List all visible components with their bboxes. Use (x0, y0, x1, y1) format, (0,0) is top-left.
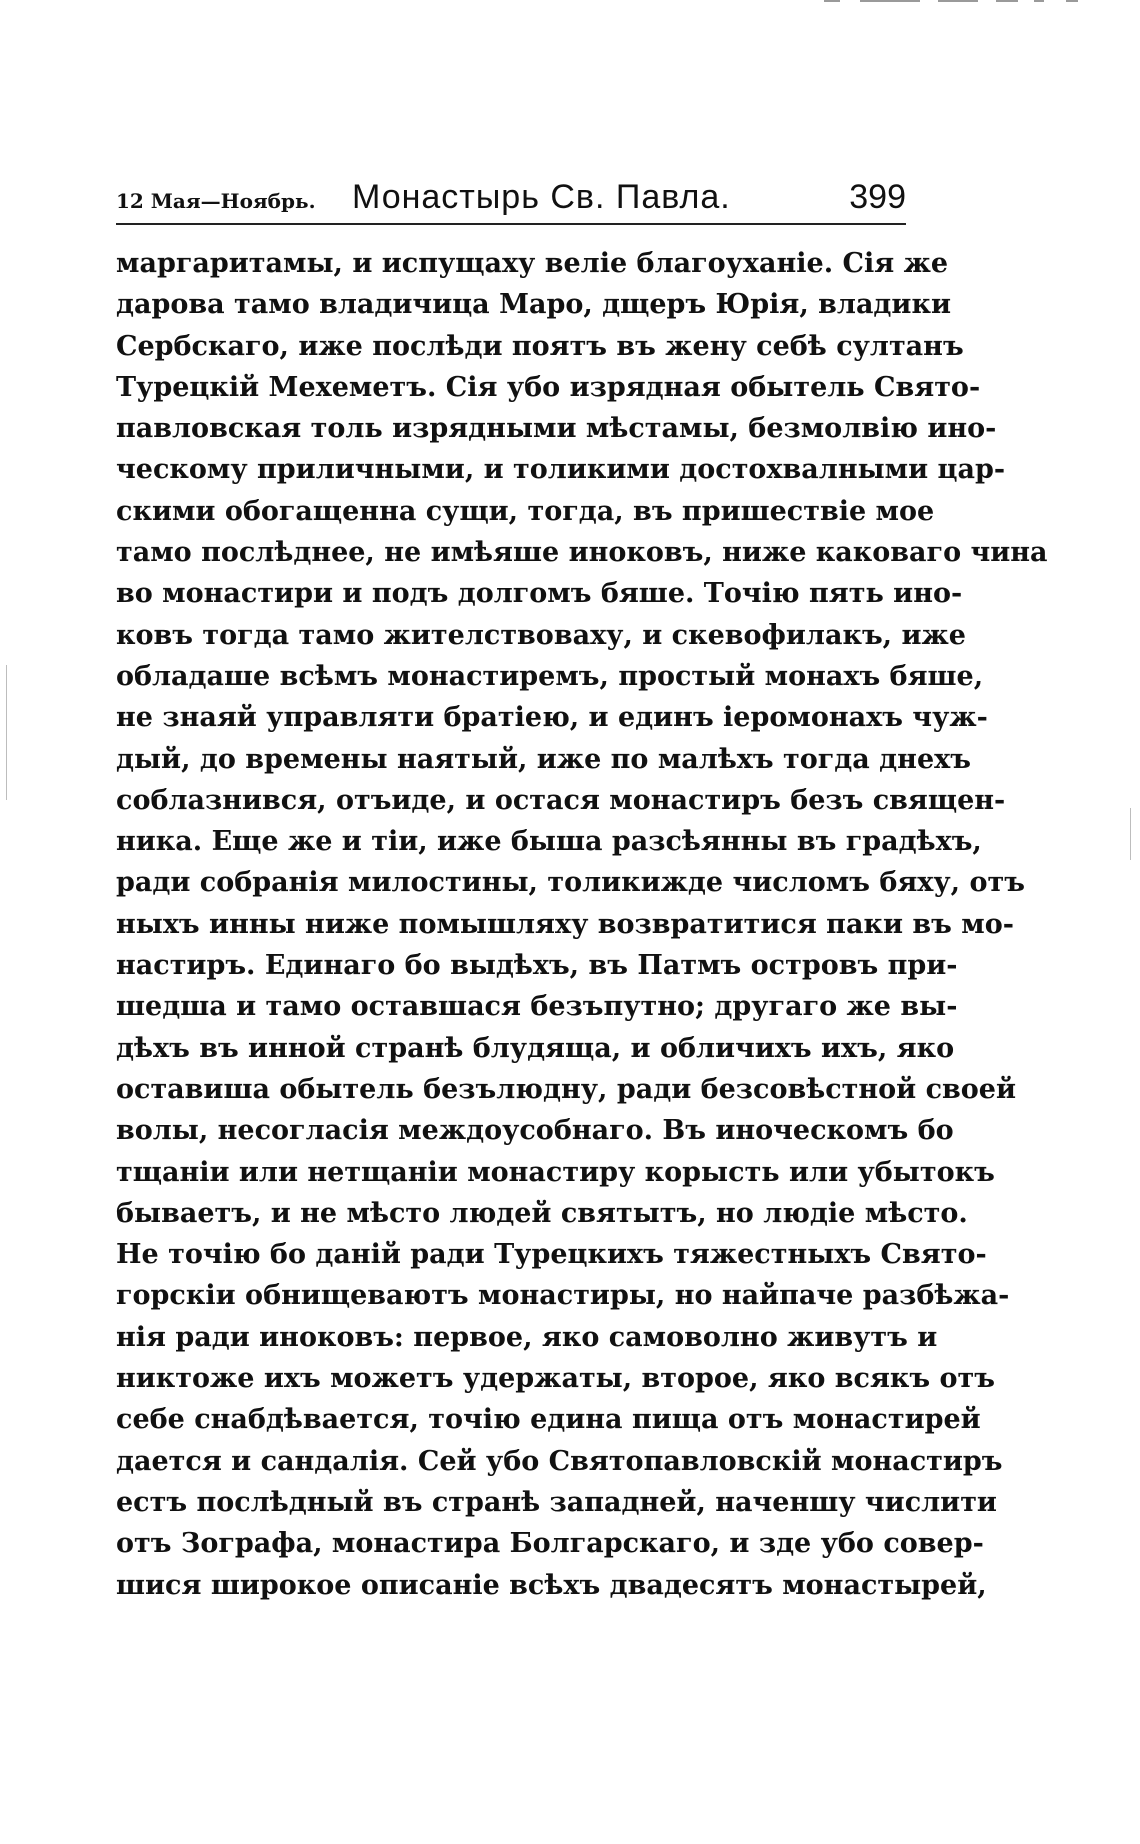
text-line: отъ Зографа, монастира Болгарскаго, и зде убо совер- (116, 1528, 984, 1560)
text-line: волы, несогласія междоусобнаго. Въ иноческомъ бо (116, 1115, 954, 1147)
text-line: дый, до времены наятый, иже по малѣхъ тогда днехъ (116, 743, 971, 775)
text-line: Не точію бо даній ради Турецкихъ тяжестныхъ Свято- (116, 1239, 987, 1271)
running-head (116, 175, 906, 225)
body-text (116, 243, 1048, 1606)
text-line: соблазнився, отъиде, и остася монастиръ безъ священ- (116, 784, 1006, 816)
running-head-date: 12 Мая—Ноябрь. (116, 189, 316, 213)
text-line: настиръ. Единаго бо выдѣхъ, въ Патмъ островъ при- (116, 950, 958, 982)
text-line: горскіи обнищеваютъ монастиры, но найпаче разбѣжа- (116, 1280, 1010, 1312)
text-line: во монастири и подъ долгомъ бяше. Точію пять ино- (116, 578, 963, 610)
text-line: ныхъ инны ниже помышляху возвратитися паки въ мо- (116, 908, 1014, 940)
scan-margin-line (6, 665, 7, 800)
text-line: никтоже ихъ можетъ удержаты, второе, яко всякъ отъ (116, 1363, 995, 1395)
text-line: бываетъ, и не мѣсто людей святытъ, но людіе мѣсто. (116, 1197, 968, 1229)
text-line: тамо послѣднее, не имѣяше иноковъ, ниже каковаго чина (116, 537, 1048, 569)
text-line: дарова тамо владичица Маро, дщеръ Юрія, владики (116, 289, 951, 321)
text-line: ника. Еще же и тіи, иже быша разсѣянны въ градѣхъ, (116, 826, 982, 858)
text-line: шися широкое описаніе всѣхъ двадесятъ монастырей, (116, 1569, 987, 1601)
text-line: тщаніи или нетщаніи монастиру корысть или убытокъ (116, 1156, 995, 1188)
text-line: скими обогащенна сущи, тогда, въ пришествіе мое (116, 495, 935, 527)
text-line: естъ послѣдный въ странѣ западней, наченшу числити (116, 1486, 997, 1518)
page-number: 399 (849, 178, 906, 216)
text-line: дается и сандалія. Сей убо Святопавловскій монастиръ (116, 1445, 1003, 1477)
text-line: себе снабдѣвается, точію едина пища отъ монастирей (116, 1404, 981, 1436)
text-line: оставиша обытель безълюдну, ради безсовѣстной своей (116, 1073, 1017, 1105)
text-line: павловская толь изрядными мѣстамы, безмолвію ино- (116, 413, 997, 445)
text-line: обладаше всѣмъ монастиремъ, простый монахъ бяше, (116, 660, 984, 692)
book-page (116, 175, 1048, 1606)
text-line: Турецкій Мехеметъ. Сія убо изрядная обытель Свято- (116, 371, 981, 403)
text-line: дѣхъ въ инной странѣ блудяща, и обличихъ ихъ, яко (116, 1032, 955, 1064)
text-line: маргаритамы, и испущаху веліе благоуханіе. Сія же (116, 248, 949, 279)
text-line: ковъ тогда тамо жителствоваху, и скевофилакъ, иже (116, 619, 966, 651)
running-head-title: Монастырь Св. Павла. (352, 178, 731, 216)
text-line: ческому приличными, и толикими достохвалными цар- (116, 454, 1006, 486)
text-line: ради собранія милостины, толикижде числомъ бяху, отъ (116, 867, 1025, 899)
text-line: не знаяй управляти братіею, и единъ іеромонахъ чуж- (116, 702, 988, 734)
scan-edge-marks (820, 0, 1140, 6)
text-line: шедша и тамо оставшася безъпутно; другаго же вы- (116, 991, 958, 1023)
scan-margin-line (1130, 808, 1131, 860)
text-line: нія ради иноковъ: первое, яко самоволно живутъ и (116, 1321, 938, 1353)
text-line: Сербскаго, иже послѣди поятъ въ жену себѣ султанъ (116, 330, 964, 362)
